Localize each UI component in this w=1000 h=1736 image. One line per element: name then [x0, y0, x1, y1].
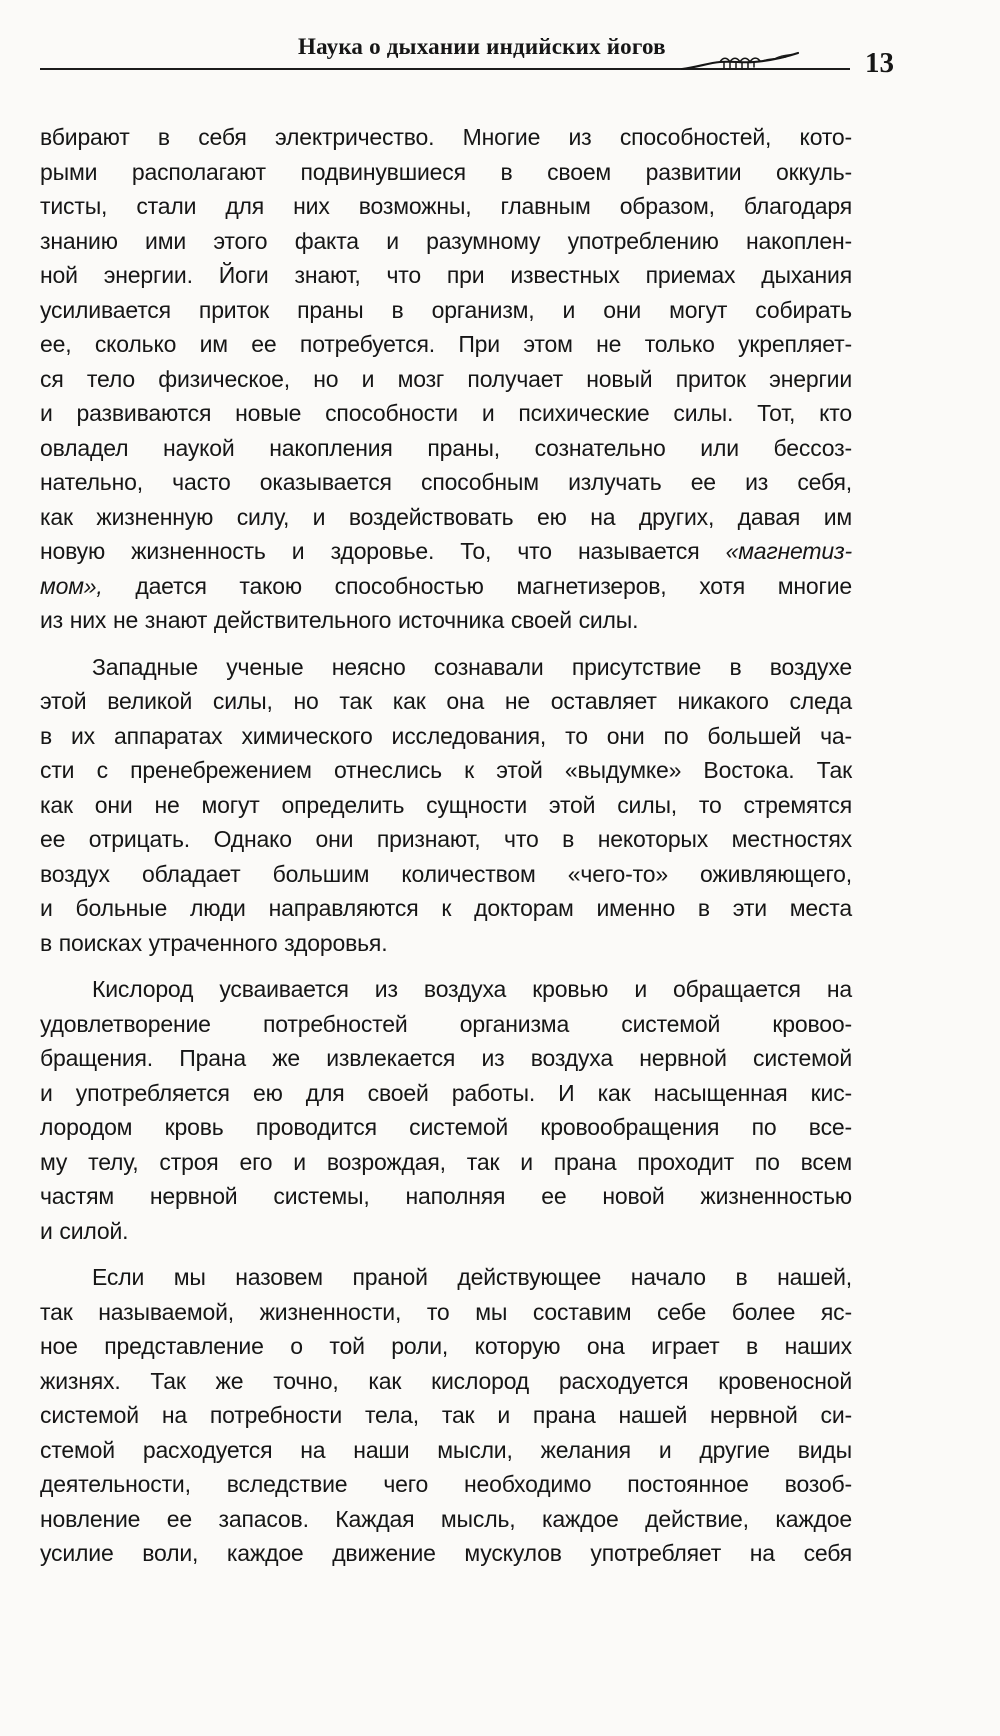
- text-line: ее отрицать. Однако они признают, что в некоторых местностях: [40, 826, 852, 852]
- paragraph-3: [40, 972, 852, 1248]
- italic-term-start: «магнетиз-: [725, 538, 852, 564]
- text-line: из них не знают действительного источника своей силы.: [40, 607, 639, 633]
- text-line: и силой.: [40, 1217, 129, 1244]
- text-segment: дается такою способностью магнетизеров, хотя многие: [102, 572, 852, 599]
- text-line: бращения. Прана же извлекается из воздуха нервной системой: [40, 1045, 852, 1071]
- text-line: лородом кровь проводится системой кровообращения по все-: [40, 1114, 852, 1140]
- text-line: Западные ученые неясно сознавали присутствие в воздухе: [92, 653, 852, 680]
- text-line: частям нервной системы, наполняя ее новой жизненностью: [40, 1183, 852, 1209]
- text-line-with-italic: [40, 534, 852, 569]
- paragraph-2: [40, 650, 852, 961]
- text-line: в их аппаратах химического исследования, то они по большей ча-: [40, 722, 852, 749]
- text-line: знанию ими этого факта и разумному употреблению накоплен-: [40, 227, 852, 254]
- text-line: вбирают в себя электричество. Многие из способностей, кото-: [40, 124, 852, 150]
- text-line: Если мы назовем праной действующее начало в нашей,: [92, 1264, 852, 1290]
- text-line: овладел наукой накопления праны, сознательно или бессоз-: [40, 434, 852, 461]
- italic-term-end: мом»,: [40, 572, 103, 599]
- paragraph-gap: [40, 638, 852, 650]
- text-line: ся тело физическое, но и мозг получает новый приток энергии: [40, 365, 852, 392]
- running-header: [40, 22, 950, 92]
- text-line: ной энергии. Йоги знают, что при известных приемах дыхания: [40, 262, 852, 288]
- text-line: му телу, строя его и возрождая, так и прана проходит по всем: [40, 1148, 852, 1175]
- text-line: рыми располагают подвинувшиеся в своем развитии оккуль-: [40, 158, 852, 185]
- text-line: ее, сколько им ее потребуется. При этом не только укрепляет-: [40, 331, 852, 357]
- text-line: воздух обладает большим количеством «чего-то» оживляющего,: [40, 860, 852, 887]
- text-line: ное представление о той роли, которую она играет в наших: [40, 1333, 852, 1359]
- text-line: тисты, стали для них возможны, главным образом, благодаря: [40, 193, 852, 219]
- header-title: Наука о дыхании индийских йогов: [298, 34, 666, 59]
- text-line: так называемой, жизненности, то мы составим себе более яс-: [40, 1298, 852, 1325]
- text-line: и больные люди направляются к докторам именно в эти места: [40, 895, 852, 921]
- text-line: нательно, часто оказывается способным излучать ее из себя,: [40, 469, 852, 495]
- decorative-ornament-icon: [680, 49, 800, 83]
- text-line: этой великой силы, но так как она не оставляет никакого следа: [40, 688, 852, 714]
- text-segment: новую жизненность и здоровье. То, что называется: [40, 538, 726, 564]
- text-line: в поисках утраченного здоровья.: [40, 929, 388, 956]
- body-text: [40, 120, 852, 1571]
- text-line: новление ее запасов. Каждая мысль, каждое действие, каждое: [40, 1505, 852, 1532]
- paragraph-4: [40, 1260, 852, 1571]
- text-line: усилие воли, каждое движение мускулов употребляет на себя: [40, 1540, 852, 1566]
- text-line-with-italic: [40, 569, 852, 604]
- paragraph-gap: [40, 1248, 852, 1260]
- text-line: как они не могут определить сущности этой силы, то стремятся: [40, 791, 852, 818]
- text-line: системой на потребности тела, так и прана нашей нервной си-: [40, 1402, 852, 1428]
- text-line: Кислород усваивается из воздуха кровью и обращается на: [92, 976, 852, 1002]
- text-line: деятельности, вследствие чего необходимо постоянное возоб-: [40, 1471, 852, 1497]
- text-line: и развиваются новые способности и психические силы. Тот, кто: [40, 400, 852, 426]
- text-line: сти с пренебрежением отнеслись к этой «выдумке» Востока. Так: [40, 757, 852, 783]
- page-number: 13: [865, 47, 894, 79]
- text-line: стемой расходуется на наши мысли, желания и другие виды: [40, 1436, 852, 1463]
- text-line: удовлетворение потребностей организма системой кровоо-: [40, 1010, 852, 1037]
- paragraph-1: [40, 120, 852, 638]
- text-line: и употребляется ею для своей работы. И как насыщенная кис-: [40, 1079, 852, 1106]
- paragraph-gap: [40, 960, 852, 972]
- text-line: усиливается приток праны в организм, и они могут собирать: [40, 296, 852, 323]
- text-line: жизнях. Так же точно, как кислород расходуется кровеносной: [40, 1367, 852, 1394]
- text-line: как жизненную силу, и воздействовать ею на других, давая им: [40, 503, 852, 530]
